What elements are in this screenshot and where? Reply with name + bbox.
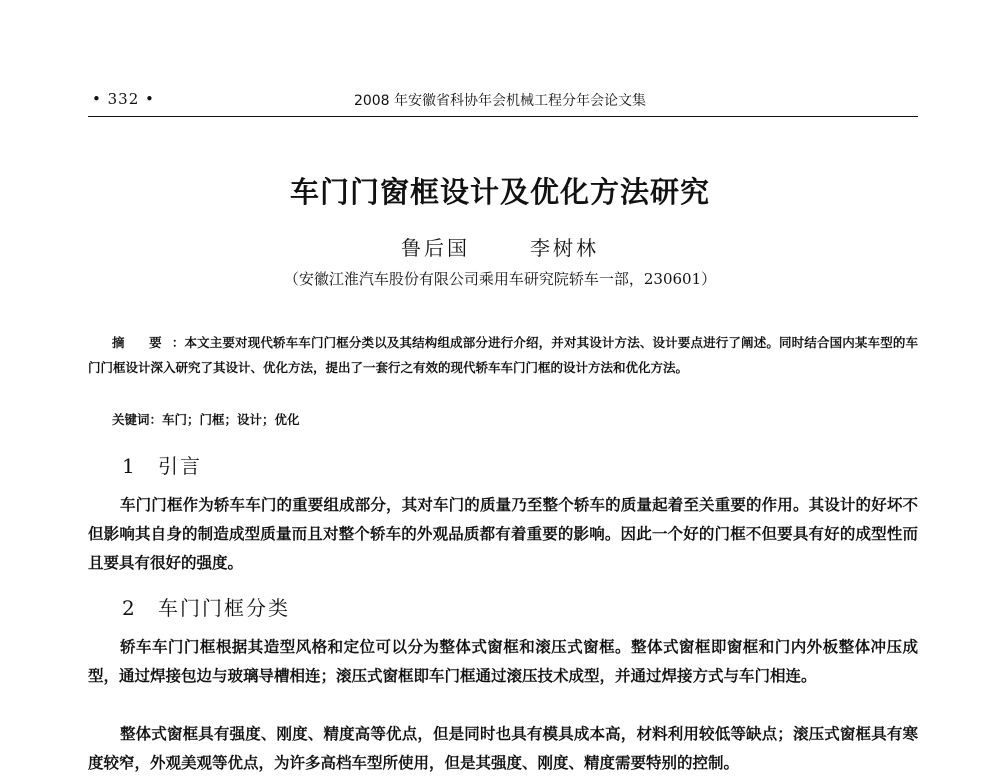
keywords-text: ：车门；门框；设计；优化	[149, 412, 300, 427]
section-title: 引言	[158, 454, 202, 478]
author-2: 李树林	[530, 236, 599, 260]
running-header: 2008 年安徽省科协年会机械工程分年会论文集	[353, 93, 647, 109]
page-number: • 332 •	[92, 90, 155, 108]
section-title: 车门门框分类	[158, 596, 290, 620]
keywords	[112, 410, 300, 428]
section-number: 2	[122, 596, 137, 620]
section-2-paragraph-1: 轿车车门门框根据其造型风格和定位可以分为整体式窗框和滚压式窗框。整体式窗框即窗框和门内外板整体冲压成型，通过焊接包边与玻璃导槽相连；滚压式窗框即车门框通过滚压技术成型，并通过焊接方式与车门相连。	[88, 637, 918, 685]
section-heading-2	[122, 592, 290, 621]
keywords-label: 关键词	[112, 412, 150, 427]
author-1: 鲁后国	[401, 236, 470, 260]
abstract-text: ：本文主要对现代轿车车门门框分类以及其结构组成部分进行介绍，并对其设计方法、设计要点进行了阐述。同时结合国内某车型的车门门框设计深入研究了其设计、优化方法，提出了一套行之有效的现代轿车车门门框的设计方法和优化方法。	[88, 335, 918, 375]
author-list	[0, 232, 1000, 261]
section-number: 1	[122, 454, 137, 478]
section-heading-1	[122, 450, 202, 479]
abstract	[88, 330, 918, 380]
section-2-paragraph-2: 整体式窗框具有强度、刚度、精度高等优点，但是同时也具有模具成本高，材料利用较低等缺点；滚压式窗框具有寒度较窄，外观美观等优点，为许多高档车型所使用，但是其强度、刚度、精度需要特别的控制。	[88, 724, 918, 772]
abstract-label: 摘 要	[112, 335, 172, 350]
section-1-paragraph-1: 车门门框作为轿车车门的重要组成部分，其对车门的质量乃至整个轿车的质量起着至关重要的作用。其设计的好坏不但影响其自身的制造成型质量而且对整个轿车的外观品质都有着重要的影响。因此一个好的门框不但要具有好的成型性而且要具有很好的强度。	[88, 495, 918, 572]
paper-title: 车门门窗框设计及优化方法研究	[289, 175, 710, 209]
affiliation: （安徽江淮汽车股份有限公司乘用车研究院轿车一部，230601）	[283, 270, 717, 288]
header-rule	[88, 116, 918, 117]
